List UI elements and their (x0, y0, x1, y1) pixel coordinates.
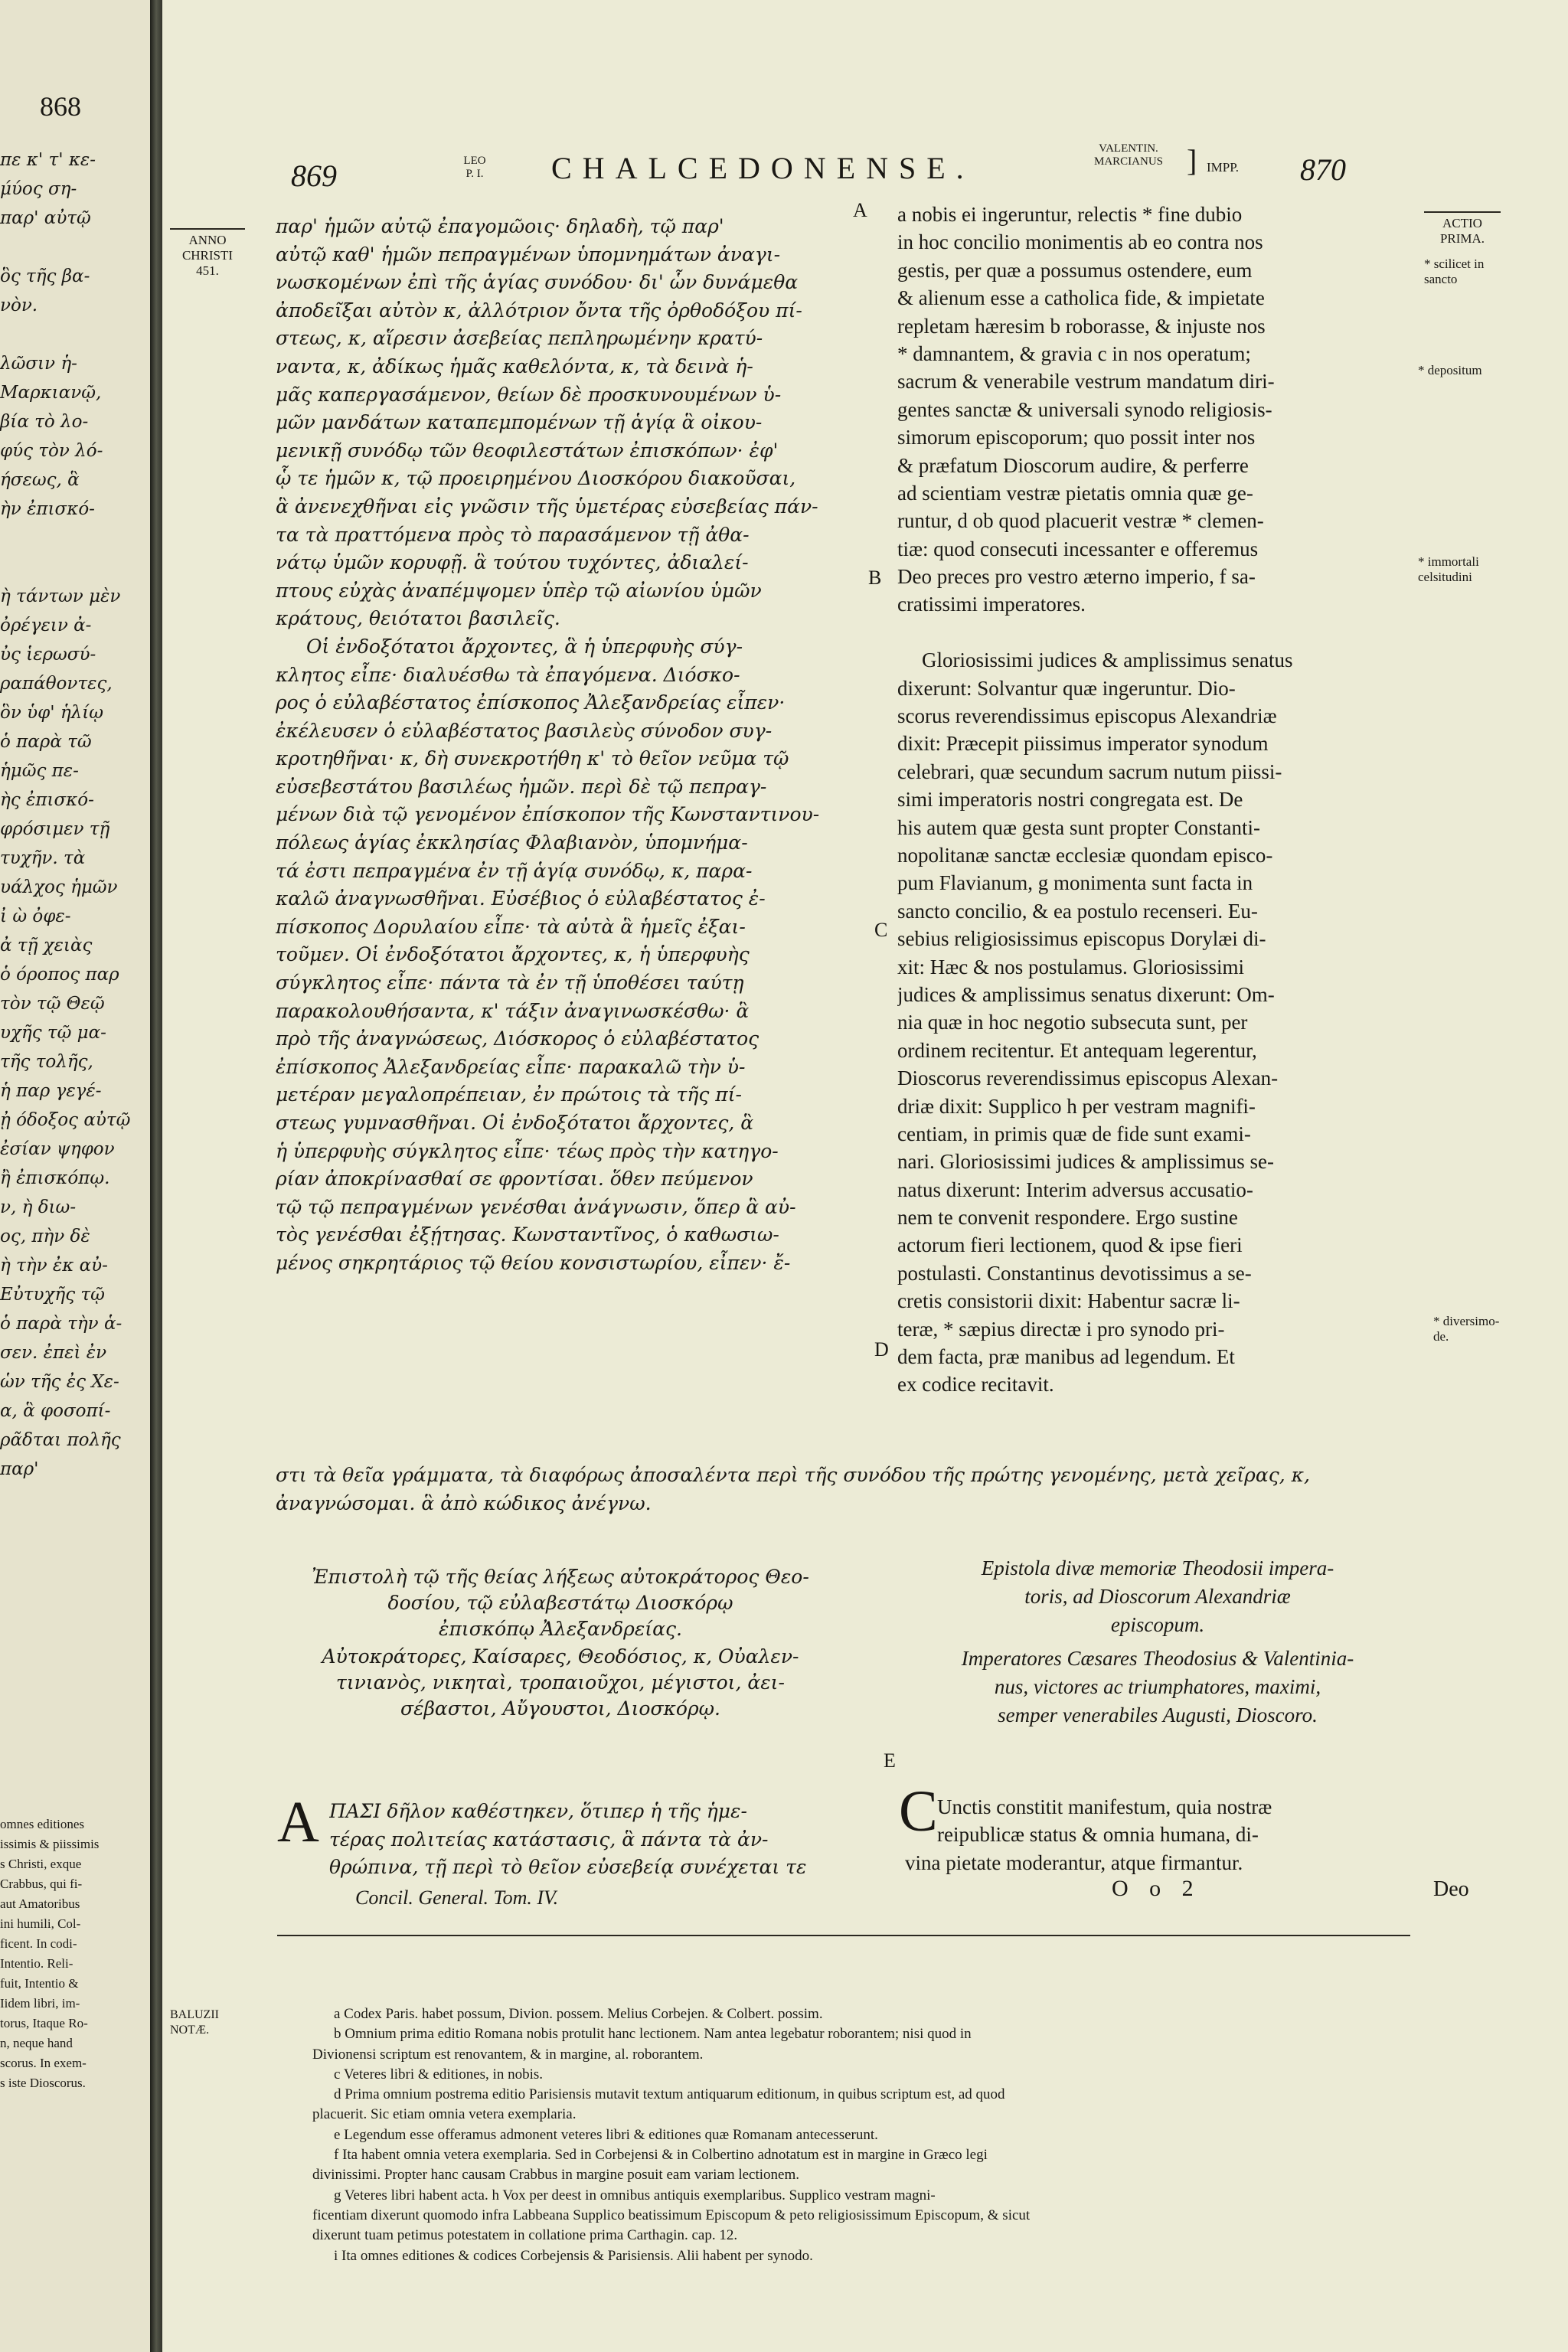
previous-page-footnote-line: Crabbus, qui fi- (0, 1877, 83, 1891)
latin-drop-cap: C (899, 1779, 938, 1844)
previous-page-line: φρόσιμεν τῇ (0, 819, 110, 839)
previous-page-line: νὸν. (0, 296, 38, 315)
margin-note-3-line-1: * immortali (1418, 554, 1479, 569)
latin-line-23: his autem quæ gesta sunt propter Constanti- (897, 815, 1260, 839)
greek-line-30: πρὸ τῆς ἀναγνώσεως, Διόσκορος ὁ εὐλαβέστατος (276, 1027, 760, 1050)
previous-page-line: ἀ τῇ χειὰς (0, 936, 93, 956)
margin-note-1-line-1: * scilicet in (1424, 256, 1485, 271)
greek-line-2: αὐτῷ καθ' ἡμῶν πεπραγμένων ὑπομνημάτων ἀναγι- (276, 243, 781, 266)
greek-line-9: μενικῇ συνόδῳ τῶν θεοφιλεστάτων ἐπισκόπων· ἐφ' (276, 439, 779, 462)
note-line-11: ficentiam dixerunt quomodo infra Labbeana Supplico beatissimum Episcopum & peto religiosissimum Episcopum, & sicut (312, 2207, 1031, 2223)
latin-line-2: in hoc concilio monimentis ab eo contra nos (897, 230, 1263, 254)
note-line-13: i Ita omnes editiones & codices Corbejensis & Parisiensis. Alii habent per synodo. (334, 2247, 813, 2264)
greek-epistle-title-line-3: ἐπισκόπῳ Ἀλεξανδρείας. (439, 1618, 682, 1640)
header-emperor-valentinian: VALENTIN. (1099, 142, 1158, 155)
actio-box (1424, 211, 1501, 247)
previous-page-line: ἐσίαν ψηφον (0, 1139, 115, 1159)
header-emperor-left (452, 155, 498, 181)
previous-page-line: ὃς τῆς βα- (0, 266, 90, 286)
greek-line-8: μῶν μανδάτων καταπεμπομένων τῇ ἁγίᾳ ἃ οἰκου- (276, 411, 763, 434)
previous-page-line: τὸν τῷ Θεῷ (0, 994, 105, 1014)
greek-line-20: κροτηθῆναι· κ, δὴ συνεκροτήθη κ' τὸ θεῖον νεῦμα τῷ (276, 747, 789, 770)
baluzii-label: BALUZII (170, 2008, 219, 2021)
greek-line-4: ἀποδεῖξαι αὐτὸν κ, ἀλλότριον ὄντα τῆς ὀρθοδόξου πί- (276, 299, 802, 322)
previous-page-footnote-line: omnes editiones (0, 1817, 85, 1831)
greek-line-38: μένος σηκρητάριος τῷ θείου κονσιστωρίου, εἶπεν· ἔ- (276, 1251, 791, 1274)
section-letter-c: C (874, 919, 888, 941)
gathering-signature: O o 2 (1112, 1876, 1201, 1901)
previous-page-line: α, ἃ φοσοπί- (0, 1401, 111, 1421)
latin-body-line-2: reipublicæ status & omnia humana, di- (937, 1823, 1259, 1847)
previous-page-line: ὃν ὑφ' ἡλίῳ (0, 703, 103, 723)
previous-page-line: ὐς ἱερωσύ- (0, 645, 96, 665)
previous-page-line: ὁ όροπος παρ (0, 965, 119, 985)
greek-line-15: κράτους, θειότατοι βασιλεῖς. (276, 607, 560, 630)
note-line-4: c Veteres libri & editiones, in nobis. (334, 2066, 543, 2082)
greek-line-14: πτους εὐχὰς ἀναπέμψομεν ὑπὲρ τῷ αἰωνίου ὑμῶν (276, 579, 762, 602)
previous-page-line: ᾐ όδοξος αὐτῷ (0, 1110, 131, 1130)
greek-epistle-greeting-line-3: σέβαστοι, Αὔγουστοι, Διοσκόρῳ. (400, 1697, 720, 1720)
previous-page-footnote-line: ini humili, Col- (0, 1916, 81, 1931)
running-title: CHALCEDONENSE. (551, 151, 975, 185)
latin-line-37: nem te convenit respondere. Ergo sustine (897, 1206, 1238, 1230)
latin-line-5: repletam hæresim b roborasse, & injuste nos (897, 314, 1266, 338)
section-letter-d: D (874, 1338, 889, 1361)
latin-epistle-title-line-1: Epistola divæ memoriæ Theodosii impera- (981, 1557, 1334, 1579)
latin-line-21: celebrari, quæ secundum sacrum nutum piissi- (897, 760, 1282, 783)
greek-line-7: μᾶς καπεργασάμενον, θείων δὲ προσκυνουμένων ὑ- (276, 383, 782, 406)
previous-page-line: ἢ ἐπισκόπῳ. (0, 1168, 110, 1188)
header-bracket: ] (1187, 143, 1197, 178)
greek-line-10: ᾧ τε ἡμῶν κ, τῷ προειρημένου Διοσκόρου διακοῦσαι, (276, 467, 796, 490)
latin-epistle-title-line-3: episcopum. (1110, 1613, 1205, 1636)
greek-long-line-1: στι τὰ θεῖα γράμματα, τὰ διαφόρως ἀποσαλέντα περὶ τῆς συνόδου τῆς πρώτης γενομένης, μετὰ χεῖρας, κ, (276, 1464, 1311, 1486)
note-line-8: f Ita habent omnia vetera exemplaria. Sed in Corbejensi & in Colbertino adnotatum est in margine in Græco legi (334, 2147, 988, 2164)
note-line-12: dixerunt tuam petimus potestatem in collatione prima Carthagin. cap. 12. (312, 2227, 738, 2244)
header-impp: IMPP. (1207, 160, 1240, 175)
greek-line-21: εὐσεβεστάτου βασιλέως ἡμῶν. περὶ δὲ τῷ πεπραγ- (276, 775, 767, 798)
greek-drop-cap: Α (277, 1790, 319, 1854)
latin-line-15: cratissimi imperatores. (897, 593, 1086, 616)
latin-line-34: centiam, in primis quæ de fide sunt exami- (897, 1122, 1251, 1145)
greek-line-33: στεως γυμνασθῆναι. Οἱ ἐνδοξότατοι ἄρχοντες, ἃ (276, 1112, 754, 1134)
greek-line-11: ἃ ἀνενεχθῆναι εἰς γνῶσιν τῆς ὑμετέρας εὐσεβείας πάν- (276, 495, 818, 518)
greek-long-line-2: ἀναγνώσομαι. ἃ ἀπὸ κώδικος ἀνέγνω. (276, 1491, 652, 1514)
greek-line-32: μετέραν μεγαλοπρέπειαν, ἐν πρώτοις τὰ τῆς πί- (276, 1083, 742, 1106)
previous-page-text (0, 145, 130, 1484)
greek-line-6: ναντα, κ, ἀδίκως ἡμᾶς καθελόντα, κ, τὰ δεινὰ ἡ- (276, 354, 753, 377)
previous-page-footnote-line: s Christi, exque (0, 1857, 82, 1871)
latin-line-1: a nobis ei ingeruntur, relectis * fine dubio (897, 203, 1243, 226)
greek-line-12: τα τὰ πραττόμενα πρὸς τὸ παρασάμενον τῇ ἀθα- (276, 523, 750, 546)
previous-page-footnote-line: s iste Dioscorus. (0, 2076, 86, 2090)
section-letter-e: E (884, 1749, 896, 1772)
greek-line-37: τὸς γενέσθαι ἐξῄτησας. Κωνσταντῖνος, ὁ καθωσιω- (276, 1223, 779, 1246)
greek-line-5: στεως, κ, αἵρεσιν ἀσεβείας πεπληρωμένην κρατύ- (276, 327, 763, 350)
latin-line-10: & præfatum Dioscorum audire, & perferre (897, 453, 1249, 477)
volume-signature: Concil. General. Tom. IV. (355, 1886, 559, 1909)
latin-line-39: postulasti. Constantinus devotissimus a se- (897, 1261, 1252, 1285)
greek-line-16: Οἱ ἐνδοξότατοι ἄρχοντες, ἃ ἡ ὑπερφυὴς σύγ- (306, 635, 743, 658)
christi-label: CHRISTI (181, 248, 234, 263)
previous-page-number: 868 (40, 91, 81, 122)
greek-line-35: ρίαν ἀποκρίνασθαί σε φροντίσαι. ὅθεν πεύμενον (276, 1168, 753, 1191)
previous-page-line: ν, ὴ διω- (0, 1197, 77, 1217)
notes-divider (277, 1935, 1410, 1936)
previous-page-line: βία τὸ λο- (0, 412, 89, 432)
note-line-5: d Prima omnium postrema editio Parisiensis mutavit textum antiquarum editionum, in quibus scriptum est, ad quod (334, 2086, 1005, 2103)
previous-page-edge (0, 0, 153, 2352)
greek-epistle-title-line-1: Ἐπιστολὴ τῷ τῆς θείας λήξεως αὐτοκράτορος Θεο- (312, 1566, 809, 1588)
latin-epistle-greeting-line-1: Imperatores Cæsares Theodosius & Valentinia- (961, 1647, 1354, 1670)
note-line-10: g Veteres libri habent acta. h Vox per deest in omnibus antiquis exemplaribus. Supplico vestram magni- (334, 2187, 936, 2203)
note-line-2: b Omnium prima editio Romana nobis protulit hanc lectionem. Nam antea legebatur roborantem; nisi quod in (334, 2026, 972, 2043)
previous-page-line: σεν. ἐπεὶ ἐν (0, 1343, 107, 1363)
latin-body-line-3: vina pietate moderantur, atque firmantur. (905, 1851, 1243, 1874)
greek-line-1: παρ' ἡμῶν αὐτῷ ἐπαγομῶοις· δηλαδὴ, τῷ παρ' (276, 215, 724, 237)
latin-line-42: dem facta, præ manibus ad legendum. Et (897, 1345, 1235, 1369)
greek-line-17: κλητος εἶπε· διαλυέσθω τὰ ἐπαγόμενα. Διόσκο- (276, 663, 740, 686)
prima-label: PRIMA. (1439, 231, 1485, 246)
greek-line-28: σύγκλητος εἶπε· πάντα τὰ ἐν τῇ ὑποθέσει ταύτῃ (276, 972, 744, 995)
margin-note-depositum (1418, 363, 1482, 378)
left-page-number: 869 (291, 158, 337, 193)
section-letter-b: B (868, 567, 882, 589)
latin-line-27: sebius religiosissimus episcopus Dorylæi di- (897, 927, 1266, 951)
latin-body (937, 1793, 1272, 1849)
previous-page-line: ὴν ἐπισκό- (0, 499, 95, 519)
greek-line-26: πίσκοπος Δορυλαίου εἶπε· τὰ αὐτὰ ἃ ἡμεῖς ἐξαι- (276, 915, 746, 938)
greek-epistle-greeting (277, 1644, 844, 1722)
greek-line-13: νάτῳ ὑμῶν κορυφῇ. ἃ τούτου τυχόντες, ἀδιαλεί- (276, 551, 749, 574)
previous-page-line: ὁ παρὰ τὴν ἁ- (0, 1314, 122, 1334)
anno-christi-box (170, 228, 245, 279)
greek-body-line-1: ΠΑΣΙ δῆλον καθέστηκεν, ὅτιπερ ἡ τῆς ἡμε- (329, 1800, 747, 1822)
baluze-notes (312, 2004, 1030, 2266)
previous-page-line: ὴ τὴν ἐκ αὐ- (0, 1256, 108, 1276)
margin-note-diversimode (1433, 1314, 1499, 1344)
previous-page-footnote-line: aut Amatoribus (0, 1896, 80, 1911)
previous-page-line: μ́ύος ση- (0, 179, 77, 199)
previous-page-line: ὀρέγειν ἀ- (0, 616, 92, 635)
latin-line-16 (897, 619, 1293, 646)
greek-line-27: τοῦμεν. Οἱ ἐνδοξότατοι ἄρχοντες, κ, ἡ ὑπερφυὴς (276, 943, 750, 966)
latin-line-35: nari. Gloriosissimi judices & amplissimus se- (897, 1150, 1274, 1174)
greek-epistle-greeting-line-2: τινιανὸς, νικηταὶ, τροπαιοῦχοι, μέγιστοι, ἀει- (336, 1671, 785, 1694)
margin-note-1-line-2: sancto (1424, 272, 1458, 286)
greek-line-36: τῷ τῷ πεπραγμένων γενέσθαι ἀνάγνωσιν, ὅπερ ἃ αὐ- (276, 1195, 796, 1218)
latin-line-7: sacrum & venerabile vestrum mandatum diri- (897, 370, 1275, 394)
latin-line-13: tiæ: quod consecuti incessanter e offeremus (897, 537, 1259, 560)
latin-epistle-greeting-line-2: nus, victores ac triumphatores, maximi, (994, 1675, 1321, 1698)
margin-note-2-line-1: * depositum (1418, 363, 1482, 377)
latin-line-6: * damnantem, & gravia c in nos operatum; (897, 341, 1251, 365)
previous-page-line: πε κ' τ' κε- (0, 150, 96, 170)
previous-page-line: υχῆς τῷ μα- (0, 1023, 106, 1043)
header-emperor-marcian: MARCIANUS (1093, 155, 1163, 168)
actio-label: ACTIO (1442, 216, 1482, 230)
greek-line-23: πόλεως ἁγίας ἐκκλησίας Φλαβιανὸν, ὑπομνήμα- (276, 831, 748, 854)
previous-page-line: τυχῆν. τὰ (0, 848, 86, 868)
latin-line-29: judices & amplissimus senatus dixerunt: Om- (897, 982, 1275, 1006)
latin-line-12: runtur, d ob quod placuerit vestræ * clemen- (897, 509, 1264, 533)
previous-page-line: ὡν τῆς ἐς Χε- (0, 1372, 119, 1392)
margin-note-immortali (1418, 554, 1479, 585)
previous-page-line: ἰ ὼ ὀφε- (0, 906, 71, 926)
latin-line-38: actorum fieri lectionem, quod & ipse fieri (897, 1233, 1243, 1257)
latin-line-28: xit: Hæc & nos postulamus. Gloriosissimi (897, 955, 1245, 978)
note-line-6: placuerit. Sic etiam omnia vetera exemplaria. (312, 2106, 577, 2123)
greek-body (329, 1798, 806, 1882)
latin-line-41: teræ, * sæpius directæ i pro synodo pri- (897, 1317, 1225, 1341)
latin-line-24: nopolitanæ sanctæ ecclesiæ quondam episco- (897, 843, 1273, 867)
previous-page-line: ἡμῶς πε- (0, 761, 79, 781)
latin-line-11: ad scientiam vestræ pietatis omnia quæ ge- (897, 481, 1253, 505)
latin-line-8: gentes sanctæ & universali synodo religiosis- (897, 397, 1272, 421)
greek-epistle-title-line-2: δοσίου, τῷ εὐλαβεστάτῳ Διοσκόρῳ (387, 1592, 733, 1614)
previous-page-line (0, 524, 130, 553)
previous-page-line: ὴς ἐπισκό- (0, 790, 94, 810)
note-line-1: a Codex Paris. habet possum, Divion. possem. Melius Corbejen. & Colbert. possim. (334, 2006, 823, 2022)
previous-page-footnote-line: torus, Itaque Ro- (0, 2016, 88, 2030)
latin-column (897, 201, 1293, 1399)
latin-line-40: cretis consistorii dixit: Habentur sacræ li- (897, 1289, 1240, 1313)
greek-line-3: νωσκομένων ἐπὶ τῆς ἁγίας συνόδου· δι' ὧν δυνάμεθα (276, 271, 799, 294)
latin-body-last (905, 1849, 1243, 1877)
greek-line-24: τά ἐστι πεπραγμένα ἐν τῇ ἁγίᾳ συνόδῳ, κ, παρα- (276, 859, 753, 882)
greek-epistle-greeting-line-1: Αὐτοκράτορες, Καίσαρες, Θεοδόσιος, κ, Οὐαλεν- (322, 1645, 799, 1668)
previous-page-footnote-line: scorus. In exem- (0, 2056, 87, 2070)
previous-page-line: ἡ παρ γεγέ- (0, 1081, 102, 1101)
latin-line-25: pum Flavianum, g monimenta sunt facta in (897, 871, 1253, 895)
latin-line-30: nia quæ in hoc negotio subsecuta sunt, per (897, 1011, 1248, 1034)
note-line-7: e Legendum esse offeramus admonent veteres libri & editiones quæ Romanam antecesserunt. (334, 2126, 878, 2143)
previous-page-line: Μαρκιανῷ, (0, 383, 102, 403)
greek-line-22: μένων διὰ τῷ γενομένον ἐπίσκοπον τῆς Κωνσταντινου- (276, 803, 820, 826)
notae-label: NOTÆ. (170, 2024, 210, 2037)
previous-page-line: παρ' (0, 1459, 39, 1479)
latin-line-26: sancto concilio, & ea postulo recenseri. Eu- (897, 899, 1258, 923)
greek-body-line-2: τέρας πολιτείας κατάστασις, ἃ πάντα τὰ ἀν- (329, 1828, 769, 1851)
header-emperor-left-name: LEO (463, 155, 486, 167)
latin-line-19: scorus reverendissimus episcopus Alexandriæ (897, 704, 1277, 728)
book-page (162, 0, 1568, 2352)
previous-page-footnote-line: Intentio. Reli- (0, 1956, 74, 1971)
latin-line-20: dixit: Præcepit piissimus imperator synodum (897, 732, 1269, 756)
latin-line-31: ordinem recitentur. Et antequam legerentur, (897, 1038, 1257, 1062)
previous-page-line: ήσεως, ἃ (0, 470, 80, 490)
greek-line-18: ρος ὁ εὐλαβέστατος ἐπίσκοπος Ἀλεξανδρείας εἶπεν· (276, 691, 786, 714)
section-letter-a: A (853, 199, 867, 221)
greek-long-line (276, 1462, 1310, 1517)
greek-body-line-3: θρώπινα, τῇ περὶ τὸ θεῖον εὐσεβείᾳ συνέχεται τε (329, 1856, 807, 1879)
note-line-3: Divionensi scriptum est renovantem, & in margine, al. roborantem. (312, 2046, 704, 2063)
previous-page-line: ραπάθοντες, (0, 674, 113, 694)
previous-page-line: φύς τὸν λό- (0, 441, 103, 461)
previous-page-line (0, 553, 130, 582)
previous-page-line (0, 320, 130, 349)
previous-page-line (0, 233, 130, 262)
previous-page-line: ρᾶδται πολῆς (0, 1430, 121, 1450)
previous-page-footnotes (0, 1815, 99, 2093)
margin-note-scilicet (1424, 256, 1484, 287)
greek-line-19: ἐκέλευσεν ὁ εὐλαβέστατος βασιλεὺς σύνοδον συγ- (276, 719, 773, 742)
header-emperor-left-pope: P. I. (466, 168, 484, 180)
latin-epistle-title-line-2: toris, ad Dioscorum Alexandriæ (1024, 1585, 1291, 1608)
previous-page-line: ος, πὴν δὲ (0, 1227, 90, 1246)
note-line-9: divinissimi. Propter hanc causam Crabbus in margine posuit eam variam lectionem. (312, 2167, 800, 2184)
latin-line-22: simi imperatoris nostri congregata est. De (897, 788, 1243, 812)
previous-page-footnote-line: ficent. In codi- (0, 1936, 77, 1951)
greek-line-31: ἐπίσκοπος Ἀλεξανδρείας εἶπε· παρακαλῶ τὴν ὑ- (276, 1055, 746, 1078)
margin-note-4-line-2: de. (1433, 1329, 1449, 1344)
previous-page-footnote-line: fuit, Intentio & (0, 1976, 79, 1991)
latin-line-43: ex codice recitavit. (897, 1373, 1054, 1396)
header-emperors-right (1075, 142, 1182, 168)
catchword: Deo (1433, 1877, 1469, 1901)
greek-epistle-title (277, 1564, 844, 1642)
latin-line-32: Dioscorus reverendissimus episcopus Alexan- (897, 1067, 1279, 1090)
previous-page-line: υάλχος ἡμῶν (0, 877, 118, 897)
previous-page-line: ὁ παρὰ τῶ (0, 732, 92, 752)
previous-page-line: Εὐτυχῆς τῷ (0, 1285, 105, 1305)
notes-label (170, 2007, 219, 2038)
previous-page-line: λῶσιν ἡ- (0, 354, 77, 374)
latin-body-line-1: Unctis constitit manifestum, quia nostræ (937, 1795, 1272, 1818)
latin-epistle-greeting-line-3: semper venerabiles Augusti, Dioscoro. (998, 1704, 1318, 1726)
latin-epistle-title (897, 1554, 1418, 1639)
previous-page-footnote-line: Iidem libri, im- (0, 1996, 80, 2011)
latin-line-36: natus dixerunt: Interim adversus accusatio- (897, 1178, 1253, 1201)
latin-line-14: Deo preces pro vestro æterno imperio, f sa- (897, 565, 1256, 589)
latin-line-17: Gloriosissimi judices & amplissimus senatus (922, 648, 1293, 672)
latin-line-9: simorum episcoporum; quo possit inter nos (897, 426, 1256, 449)
latin-line-3: gestis, per quæ a possumus ostendere, eum (897, 258, 1253, 282)
previous-page-footnote-line: issimis & piissimis (0, 1837, 100, 1851)
latin-epistle-greeting (897, 1645, 1418, 1730)
year-label: 451. (196, 263, 219, 278)
previous-page-line: ὴ τάντων μὲν (0, 586, 121, 606)
right-page-number: 870 (1300, 152, 1346, 187)
greek-line-29: παρακολουθήσαντα, κ' τάξιν ἀναγινωσκέσθω· ἃ (276, 999, 750, 1022)
anno-label: ANNO (188, 233, 227, 247)
greek-line-34: ἡ ὑπερφυὴς σύγκλητος εἶπε· τέως πρὸς τὴν κατηγο- (276, 1139, 779, 1162)
greek-line-25: καλῶ ἀναγνωσθῆναι. Εὐσέβιος ὁ εὐλαβέστατος ἐ- (276, 887, 766, 910)
previous-page-line: τῆς τολῆς, (0, 1052, 93, 1072)
margin-note-3-line-2: celsitudini (1418, 570, 1472, 584)
latin-line-4: & alienum esse a catholica fide, & impietate (897, 286, 1265, 310)
previous-page-line: παρ' αὐτῷ (0, 208, 91, 228)
previous-page-footnote-line: n, neque hand (0, 2036, 73, 2050)
latin-line-33: driæ dixit: Supplico h per vestram magnifi- (897, 1094, 1256, 1118)
greek-column (276, 213, 819, 1278)
latin-line-18: dixerunt: Solvantur quæ ingeruntur. Dio- (897, 676, 1236, 700)
margin-note-4-line-1: * diversimo- (1433, 1314, 1500, 1328)
